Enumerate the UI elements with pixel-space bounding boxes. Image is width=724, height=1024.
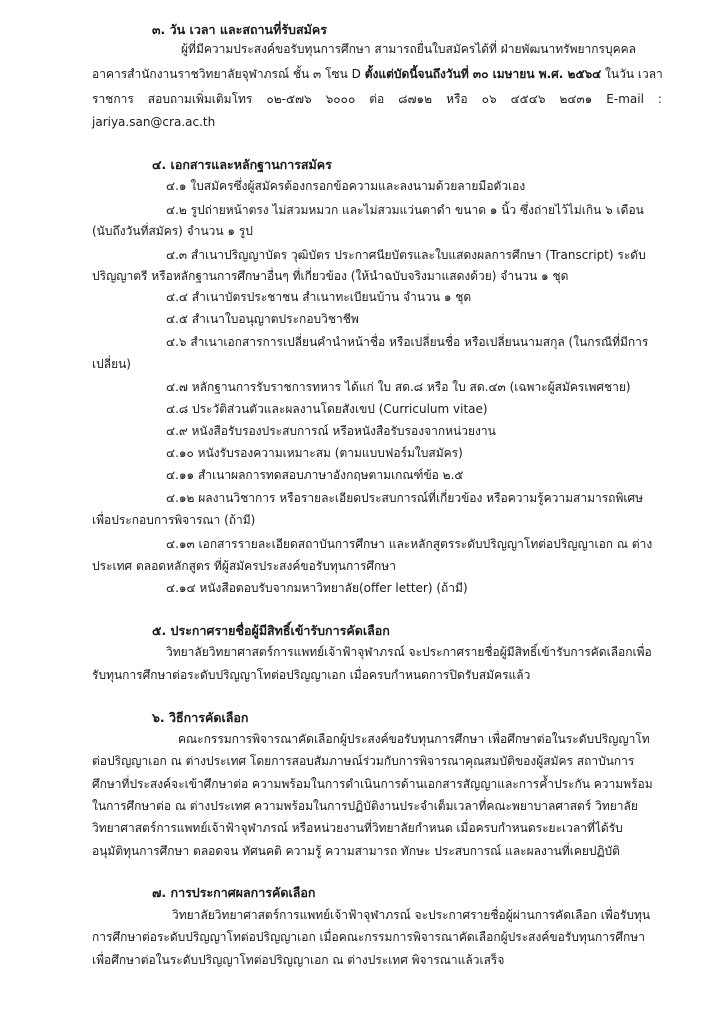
section-3-deadline: ตั้งแต่บัดนี้จนถึงวันที่ ๓๐ เมษายน พ.ศ. ๒๕๖๔ [364, 67, 602, 81]
contact-word: ๔๕๔๖ [510, 92, 546, 106]
section-6-line-1: คณะกรรมการพิจารณาคัดเลือกผู้ประสงค์ขอรับทุนการศึกษา เพื่อศึกษาต่อในระดับปริญญาโท [178, 732, 650, 746]
contact-word: ๖๐๐๐ [325, 92, 356, 106]
section-6-line-3: ศึกษาที่ประสงค์จะเข้าศึกษาต่อ ความพร้อมในการดำเนินการด้านเอกสารสัญญาและการค้ำประกัน ความพร้อม [92, 777, 653, 791]
item-4-10: ๔.๑๐ หนังรับรองความเหมาะสม (ตามแบบฟอร์มใบสมัคร) [166, 446, 463, 460]
section-5-heading: ๕. ประกาศรายชื่อผู้มีสิทธิ์เข้ารับการคัดเลือก [152, 623, 390, 638]
section-6-line-2: ต่อปริญญาเอก ณ ต่างประเทศ โดยการสอบสัมภาษณ์ร่วมกับการพิจารณาคุณสมบัติของผู้สมัคร สถาบันการ [92, 754, 635, 768]
item-4-2: ๔.๒ รูปถ่ายหน้าตรง ไม่สวมหมวก และไม่สวมแว่นตาดำ ขนาด ๑ นิ้ว ซึ่งถ่ายไว้ไม่เกิน ๖ เดือน [166, 203, 644, 217]
item-4-6-cont: เปลี่ยน) [92, 357, 131, 371]
item-4-5: ๔.๕ สำเนาใบอนุญาตประกอบวิชาชีพ [166, 312, 359, 326]
item-4-13-cont: ประเทศ ตลอดหลักสูตร ที่ผู้สมัครประสงค์ขอรับทุนการศึกษา [92, 559, 396, 573]
item-4-8: ๔.๘ ประวัติส่วนตัวและผลงานโดยสังเขป (Curriculum vitae) [166, 402, 488, 416]
section-5-line-2: รับทุนการศึกษาต่อระดับปริญญาโทต่อปริญญาเอก เมื่อครบกำหนดการปิดรับสมัครแล้ว [92, 668, 531, 682]
contact-word: ราชการ [92, 92, 134, 106]
contact-word: E-mail [606, 92, 644, 106]
item-4-1: ๔.๑ ใบสมัครซึ่งผู้สมัครต้องกรอกข้อความและลงนามด้วยลายมือตัวเอง [166, 179, 526, 193]
section-7-line-3: เพื่อศึกษาต่อในระดับปริญญาโทต่อปริญญาเอก ณ ต่างประเทศ พิจารณาแล้วเสร็จ [92, 953, 505, 967]
section-3-line-1: ผู้ที่มีความประสงค์ขอรับทุนการศึกษา สามารถยื่นใบสมัครได้ที่ ฝ่ายพัฒนาทรัพยากรบุคคล [181, 42, 637, 56]
item-4-12: ๔.๑๒ ผลงานวิชาการ หรือรายละเอียดประสบการณ์ที่เกี่ยวข้อง หรือความรู้ความสามารถพิเศษ [166, 491, 643, 505]
item-4-12-cont: เพื่อประกอบการพิจารณา (ถ้ามี) [92, 513, 256, 527]
section-3-heading: ๓. วัน เวลา และสถานที่รับสมัคร [152, 22, 327, 37]
item-4-11: ๔.๑๑ สำเนาผลการทดสอบภาษาอังกฤษตามเกณฑ์ข้อ ๒.๕ [166, 468, 464, 482]
contact-word: ต่อ [369, 92, 385, 106]
section-3-email: jariya.san@cra.ac.th [92, 115, 216, 129]
item-4-9: ๔.๙ หนังสือรับรองประสบการณ์ หรือหนังสือรับรองจากหน่วยงาน [166, 424, 496, 438]
section-6-line-5: วิทยาศาสตร์การแพทย์เจ้าฟ้าจุฬาภรณ์ หรือหน่วยงานที่วิทยาลัยกำหนด เมื่อครบกำหนดระยะเวลาที่ได้รับ [92, 821, 623, 835]
item-4-14: ๔.๑๔ หนังสือตอบรับจากมหาวิทยาลัย(offer letter) (ถ้ามี) [166, 581, 468, 595]
section-4-heading: ๔. เอกสารและหลักฐานการสมัคร [152, 157, 332, 172]
section-7-line-2: การศึกษาต่อระดับปริญญาโทต่อปริญญาเอก เมื่อคณะกรรมการพิจารณาคัดเลือกผู้ประสงค์ขอรับทุนการศึกษา [92, 930, 645, 944]
contact-word: ๒๔๓๑ [559, 92, 593, 106]
section-6-line-6: อนุมัติทุนการศึกษา ตลอดจน ทัศนคติ ความรู้ ความสามารถ ทักษะ ประสบการณ์ และผลงานที่เคยปฏิบัติ [92, 844, 620, 858]
contact-word: สอบถามเพิ่มเติมโทร [147, 92, 253, 106]
contact-word: ๘๗๑๒ [398, 92, 433, 106]
section-3-contact-line [92, 90, 662, 108]
section-5-line-1: วิทยาลัยวิทยาศาสตร์การแพทย์เจ้าฟ้าจุฬาภรณ์ จะประกาศรายชื่อผู้มีสิทธิ์เข้ารับการคัดเลือกเพื่อ [166, 645, 652, 659]
section-3-line-2-start: อาคารสำนักงานราชวิทยาลัยจุฬาภรณ์ ชั้น ๓ โซน D [92, 67, 365, 81]
contact-word: ๐๖ [481, 92, 497, 106]
section-3-line-2 [92, 65, 663, 83]
section-7-heading: ๗. การประกาศผลการคัดเลือก [152, 885, 316, 900]
contact-word: ๐๒-๕๗๖ [266, 92, 312, 106]
contact-word: หรือ [446, 92, 468, 106]
section-3-line-2-end: ในวัน เวลา [601, 67, 663, 81]
contact-word: : [657, 92, 662, 106]
item-4-3-cont: ปริญญาตรี หรือหลักฐานการศึกษาอื่นๆ ที่เกี่ยวข้อง (ให้นำฉบับจริงมาแสดงด้วย) จำนวน ๑ ชุด [92, 269, 569, 283]
section-6-heading: ๖. วิธีการคัดเลือก [152, 710, 249, 725]
item-4-13: ๔.๑๓ เอกสารรายละเอียดสถาบันการศึกษา และหลักสูตรระดับปริญญาโทต่อปริญญาเอก ณ ต่าง [166, 537, 653, 551]
item-4-4: ๔.๔ สำเนาบัตรประชาชน สำเนาทะเบียนบ้าน จำนวน ๑ ชุด [166, 290, 472, 304]
item-4-6: ๔.๖ สำเนาเอกสารการเปลี่ยนคำนำหน้าชื่อ หรือเปลี่ยนชื่อ หรือเปลี่ยนนามสกุล (ในกรณีที่มีการ [166, 335, 649, 349]
item-4-3: ๔.๓ สำเนาปริญญาบัตร วุฒิบัตร ประกาศนียบัตรและใบแสดงผลการศึกษา (Transcript) ระดับ [166, 248, 646, 262]
section-6-line-4: ในการศึกษาต่อ ณ ต่างประเทศ ความพร้อมในการปฏิบัติงานประจำเต็มเวลาที่คณะพยาบาลศาสตร์ วิทยาลัย [92, 799, 638, 813]
item-4-7: ๔.๗ หลักฐานการรับราชการทหาร ได้แก่ ใบ สด.๘ หรือ ใบ สด.๔๓ (เฉพาะผู้สมัครเพศชาย) [166, 380, 631, 394]
section-7-line-1: วิทยาลัยวิทยาศาสตร์การแพทย์เจ้าฟ้าจุฬาภรณ์ จะประกาศรายชื่อผู้ผ่านการคัดเลือก เพื่อรับทุน [172, 908, 651, 922]
item-4-2-cont: (นับถึงวันที่สมัคร) จำนวน ๑ รูป [92, 224, 253, 238]
